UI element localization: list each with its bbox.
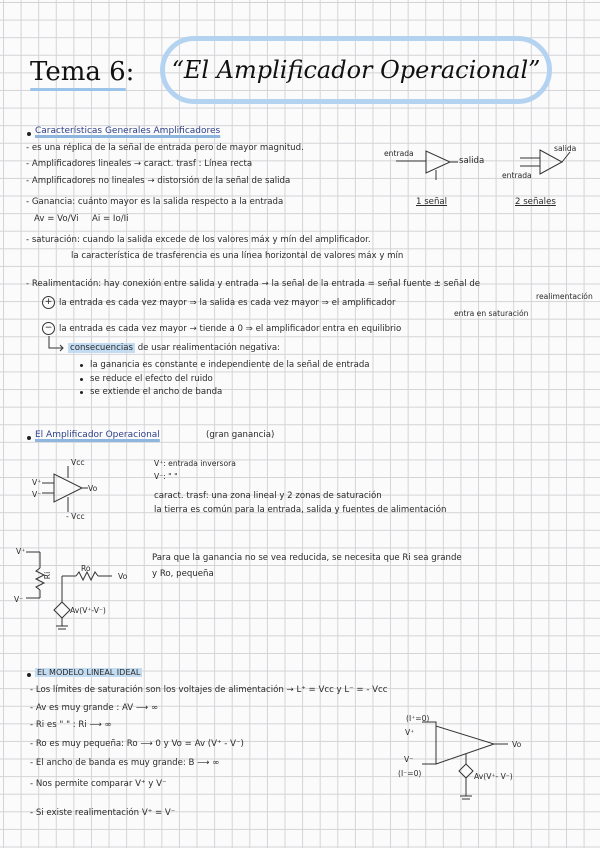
consecuencias-rest: de usar realimentación negativa:	[134, 343, 281, 353]
text-line: - Realimentación: hay conexión entre salida y entrada → la señal de la entrada = señal fuente ± señal de	[26, 279, 481, 289]
title-underline	[30, 88, 126, 91]
formula-ai: Ai = Io/Ii	[92, 214, 129, 224]
model-ro-label: Ro	[81, 564, 91, 573]
amp-triangle-1-icon	[396, 148, 456, 188]
text-line: la característica de trasferencia es una línea horizontal de valores máx y mín	[71, 251, 404, 261]
text-line: - Ganancia: cuánto mayor es la salida respecto a la entrada	[26, 197, 284, 207]
text-line: V⁺: entrada inversora	[154, 459, 236, 468]
page-subtitle: “El Amplificador Operacional”	[171, 56, 541, 84]
text-line: realimentación	[536, 292, 593, 301]
vcc-label: Vcc	[71, 458, 85, 467]
ideal-vminus-label: V⁻	[404, 755, 414, 764]
text-line: (gran ganancia)	[206, 430, 275, 440]
corner-arrow-icon	[49, 336, 69, 352]
vo-label: Vo	[88, 484, 98, 493]
amp-model-circuit-icon	[26, 548, 146, 638]
ideal-vplus-label: V⁺	[405, 728, 415, 737]
text-line: caract. trasf: una zona lineal y 2 zonas de saturación	[154, 491, 382, 501]
ideal-iminus-label: (I⁻=0)	[398, 769, 422, 778]
list-item: - El ancho de banda es muy grande: B ⟶ ∞	[30, 758, 220, 768]
page-title: Tema 6:	[30, 57, 135, 87]
neg-vcc-label: - Vcc	[66, 512, 85, 521]
text-line: entra en saturación	[454, 309, 529, 318]
consecuencias-label: consecuencias	[70, 343, 133, 353]
text-line: y Ro, pequeña	[152, 569, 214, 579]
ideal-iplus-label: (I⁺=0)	[406, 714, 430, 723]
diag1-caption: 1 señal	[416, 197, 448, 207]
list-item: - Av es muy grande : AV ⟶ ∞	[30, 703, 159, 713]
list-item: - Ro es muy pequeña: Ro ⟶ 0 y Vo = Av (V⁺ - V⁻)	[30, 739, 244, 749]
text-line: la tierra es común para la entrada, salida y fuentes de alimentación	[154, 505, 447, 515]
text-line: - Amplificadores lineales → caract. trasf : Línea recta	[26, 159, 253, 169]
bullet	[27, 673, 31, 677]
model-vminus-label: V⁻	[14, 595, 24, 604]
text-line: - es una réplica de la señal de entrada pero de mayor magnitud.	[26, 143, 304, 153]
list-item: se reduce el efecto del ruido	[90, 374, 213, 384]
vplus-label: V⁺	[32, 478, 42, 487]
section-heading-modelo	[35, 667, 142, 678]
diag2-salida-label: salida	[554, 144, 577, 153]
list-item: la ganancia es constante e independiente de la señal de entrada	[90, 360, 370, 370]
vminus-label: V⁻	[32, 490, 42, 499]
text-line: - Amplificadores no lineales → distorsión de la señal de salida	[26, 176, 291, 186]
list-item: - Los límites de saturación son los voltajes de alimentación → L⁺ = Vcc y L⁻ = - Vcc	[30, 685, 388, 695]
text-line: - saturación: cuando la salida excede de los valores máx y mín del amplificador.	[26, 235, 371, 245]
list-item: - Ri es " " : Ri ⟶ ∞	[30, 720, 112, 730]
minus-sign-icon: −	[42, 322, 55, 335]
amp-triangle-2-icon	[520, 148, 580, 188]
consecuencias-line	[68, 343, 280, 354]
text-line: la entrada es cada vez mayor ⇒ la salida es cada vez mayor ⇒ el amplificador	[59, 298, 396, 308]
bullet	[80, 391, 83, 394]
list-item: - Si existe realimentación V⁺ = V⁻	[30, 808, 176, 818]
section-heading-amp-op: El Amplificador Operacional	[35, 430, 160, 440]
text-line: la entrada es cada vez mayor → tiende a 0 ⇒ el amplificador entra en equilibrio	[59, 324, 402, 334]
model-source-label: Av(V⁺-V⁻)	[70, 606, 106, 615]
diag1-salida-label: salida	[459, 156, 485, 166]
text-line: Para que la ganancia no se vea reducida, se necesita que Ri sea grande	[152, 553, 462, 563]
section-heading-modelo-text: EL MODELO LINEAL IDEAL	[37, 668, 141, 677]
formula-av: Av = Vo/Vi	[34, 214, 79, 224]
diag2-entrada-label: entrada	[502, 171, 532, 180]
diag2-caption: 2 señales	[515, 197, 556, 207]
diag1-entrada-label: entrada	[384, 149, 414, 158]
text-line: V⁻: " "	[154, 472, 178, 481]
bullet	[80, 378, 83, 381]
plus-sign-icon: +	[42, 296, 55, 309]
model-ri-label: Ri	[43, 571, 53, 580]
bullet	[80, 364, 83, 367]
ideal-source-label: Av(V⁺- V⁻)	[474, 772, 513, 781]
bullet	[27, 436, 31, 440]
list-item: - Nos permite comparar V⁺ y V⁻	[30, 779, 167, 789]
bullet	[27, 132, 31, 136]
model-vo-label: Vo	[118, 572, 128, 581]
ideal-opamp-diagram-icon	[412, 716, 522, 806]
model-vplus-label: V⁺	[16, 547, 26, 556]
list-item: se extiende el ancho de banda	[90, 387, 223, 397]
ideal-vo-label: Vo	[512, 740, 522, 749]
section-heading-caracteristicas: Características Generales Amplificadores	[35, 126, 221, 136]
